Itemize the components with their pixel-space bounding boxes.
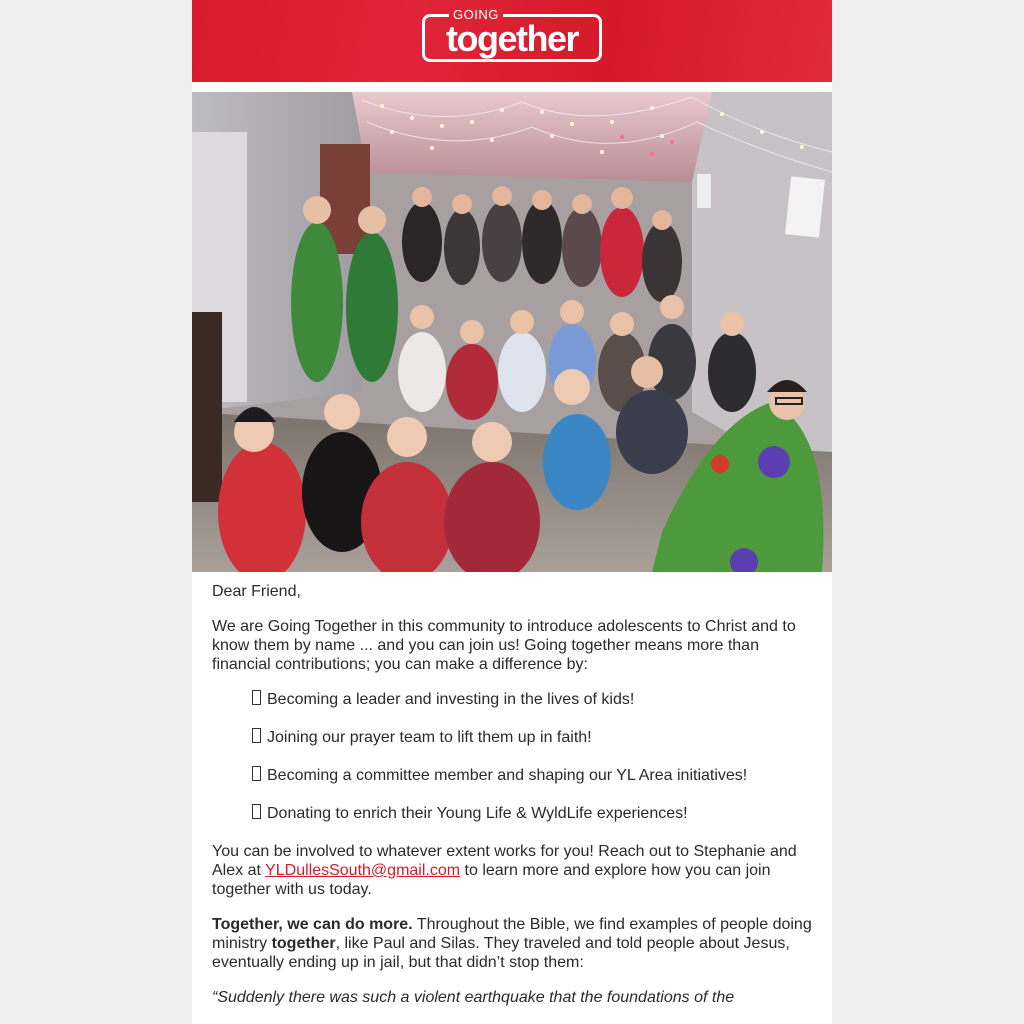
together-bold-word: together: [271, 935, 336, 952]
intro-paragraph: We are Going Together in this community to introduce adolescents to Christ and to know them by name ... and you can join us! Going together means more than financial contributions; you can make a difference by:: [212, 618, 796, 673]
letter-content: [192, 572, 832, 1007]
bullet-glyph-icon: [252, 690, 261, 705]
list-item: [252, 690, 812, 709]
bullet-glyph-icon: [252, 766, 261, 781]
together-text-part2: , like Paul and Silas. They traveled and told people about Jesus, eventually ending up in jail, but that didn’t stop them:: [212, 935, 790, 971]
list-item: [252, 766, 812, 785]
header-divider: [192, 82, 832, 92]
scripture-quote: “Suddenly there was such a violent earthquake that the foundations of the: [212, 989, 735, 1006]
together-lead: Together, we can do more.: [212, 916, 413, 933]
bullet-glyph-icon: [252, 728, 261, 743]
greeting: Dear Friend,: [212, 583, 301, 600]
group-photo-illustration: [192, 92, 832, 572]
logo-together-text: together: [446, 18, 578, 59]
involvement-text-before: You can be involved to whatever extent works for you! Reach out to Stephanie and Alex at: [212, 843, 797, 879]
ways-to-help-list: [212, 690, 812, 823]
involvement-text-after: to learn more and explore how you can join together with us today.: [212, 862, 771, 898]
together-text-part1: Throughout the Bible, we find examples of people doing ministry: [212, 916, 812, 952]
list-item: [252, 728, 812, 747]
list-item-text: Becoming a committee member and shaping our YL Area initiatives!: [267, 767, 748, 784]
together-paragraph: [212, 915, 812, 972]
group-photo: [192, 92, 832, 572]
email-body: [192, 0, 832, 1024]
contact-email-link[interactable]: YLDullesSouth@gmail.com: [265, 862, 461, 879]
going-together-logo[interactable]: [422, 7, 602, 62]
header-banner: [192, 0, 832, 82]
involvement-paragraph: [212, 842, 812, 899]
list-item: [252, 804, 812, 823]
logo-going-text: GOING: [449, 8, 503, 22]
list-item-text: Joining our prayer team to lift them up in faith!: [267, 729, 592, 746]
list-item-text: Donating to enrich their Young Life & WyldLife experiences!: [267, 805, 688, 822]
list-item-text: Becoming a leader and investing in the lives of kids!: [267, 691, 635, 708]
bullet-glyph-icon: [252, 804, 261, 819]
